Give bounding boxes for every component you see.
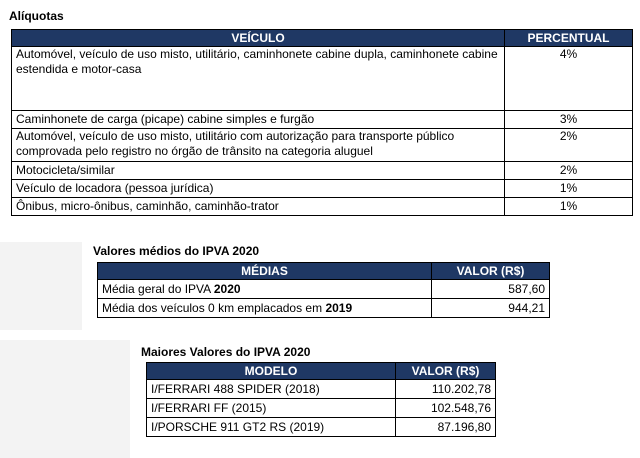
maiores-title: Maiores Valores do IPVA 2020	[141, 345, 311, 359]
side-block-maiores	[0, 340, 130, 458]
vehicle-cell: Caminhonete de carga (picape) cabine simples e furgão	[12, 111, 505, 129]
percent-cell: 3%	[505, 111, 633, 129]
model-value-cell: 110.202,78	[396, 380, 496, 399]
aliquotas-table	[11, 29, 633, 216]
maiores-header-row	[147, 363, 496, 380]
table-row	[147, 399, 496, 418]
model-value-cell: 102.548,76	[396, 399, 496, 418]
media-value-cell: 587,60	[432, 280, 550, 299]
percent-cell: 4%	[505, 47, 633, 111]
header-medias: MÉDIAS	[98, 263, 432, 280]
media-label-cell	[98, 299, 432, 318]
percent-cell: 1%	[505, 180, 633, 198]
model-value-cell: 87.196,80	[396, 418, 496, 437]
table-row	[12, 47, 633, 111]
table-row	[12, 198, 633, 216]
side-block-medias	[0, 242, 82, 330]
aliquotas-title: Alíquotas	[9, 9, 64, 23]
header-valor: VALOR (R$)	[396, 363, 496, 380]
header-percent: PERCENTUAL	[505, 30, 633, 47]
vehicle-cell: Automóvel, veículo de uso misto, utilitário, caminhonete cabine dupla, caminhonete cabine estendida e motor-casa	[12, 47, 505, 111]
maiores-table	[146, 362, 496, 437]
vehicle-cell: Ônibus, micro-ônibus, caminhão, caminhão-trator	[12, 198, 505, 216]
media-label-cell	[98, 280, 432, 299]
percent-cell: 2%	[505, 162, 633, 180]
percent-cell: 1%	[505, 198, 633, 216]
medios-header-row	[98, 263, 550, 280]
media-year: 2020	[213, 282, 241, 296]
media-year: 2019	[325, 301, 353, 315]
medios-table	[97, 262, 550, 318]
vehicle-cell: Automóvel, veículo de uso misto, utilitário com autorização para transporte público comprovada pelo registro no órgão de trânsito na categoria aluguel	[12, 129, 505, 162]
table-row	[98, 280, 550, 299]
table-row	[147, 418, 496, 437]
vehicle-cell: Veículo de locadora (pessoa jurídica)	[12, 180, 505, 198]
media-label: Média dos veículos 0 km emplacados em	[102, 301, 326, 315]
medios-title: Valores médios do IPVA 2020	[93, 244, 260, 258]
media-label: Média geral do IPVA	[102, 282, 214, 296]
table-row	[12, 129, 633, 162]
header-modelo: MODELO	[147, 363, 396, 380]
header-valor: VALOR (R$)	[432, 263, 550, 280]
percent-cell: 2%	[505, 129, 633, 162]
header-vehicle: VEÍCULO	[12, 30, 505, 47]
table-row	[12, 162, 633, 180]
table-row	[147, 380, 496, 399]
table-row	[98, 299, 550, 318]
model-cell: I/FERRARI 488 SPIDER (2018)	[147, 380, 396, 399]
aliquotas-header-row	[12, 30, 633, 47]
table-row	[12, 180, 633, 198]
model-cell: I/FERRARI FF (2015)	[147, 399, 396, 418]
vehicle-cell: Motocicleta/similar	[12, 162, 505, 180]
model-cell: I/PORSCHE 911 GT2 RS (2019)	[147, 418, 396, 437]
media-value-cell: 944,21	[432, 299, 550, 318]
table-row	[12, 111, 633, 129]
